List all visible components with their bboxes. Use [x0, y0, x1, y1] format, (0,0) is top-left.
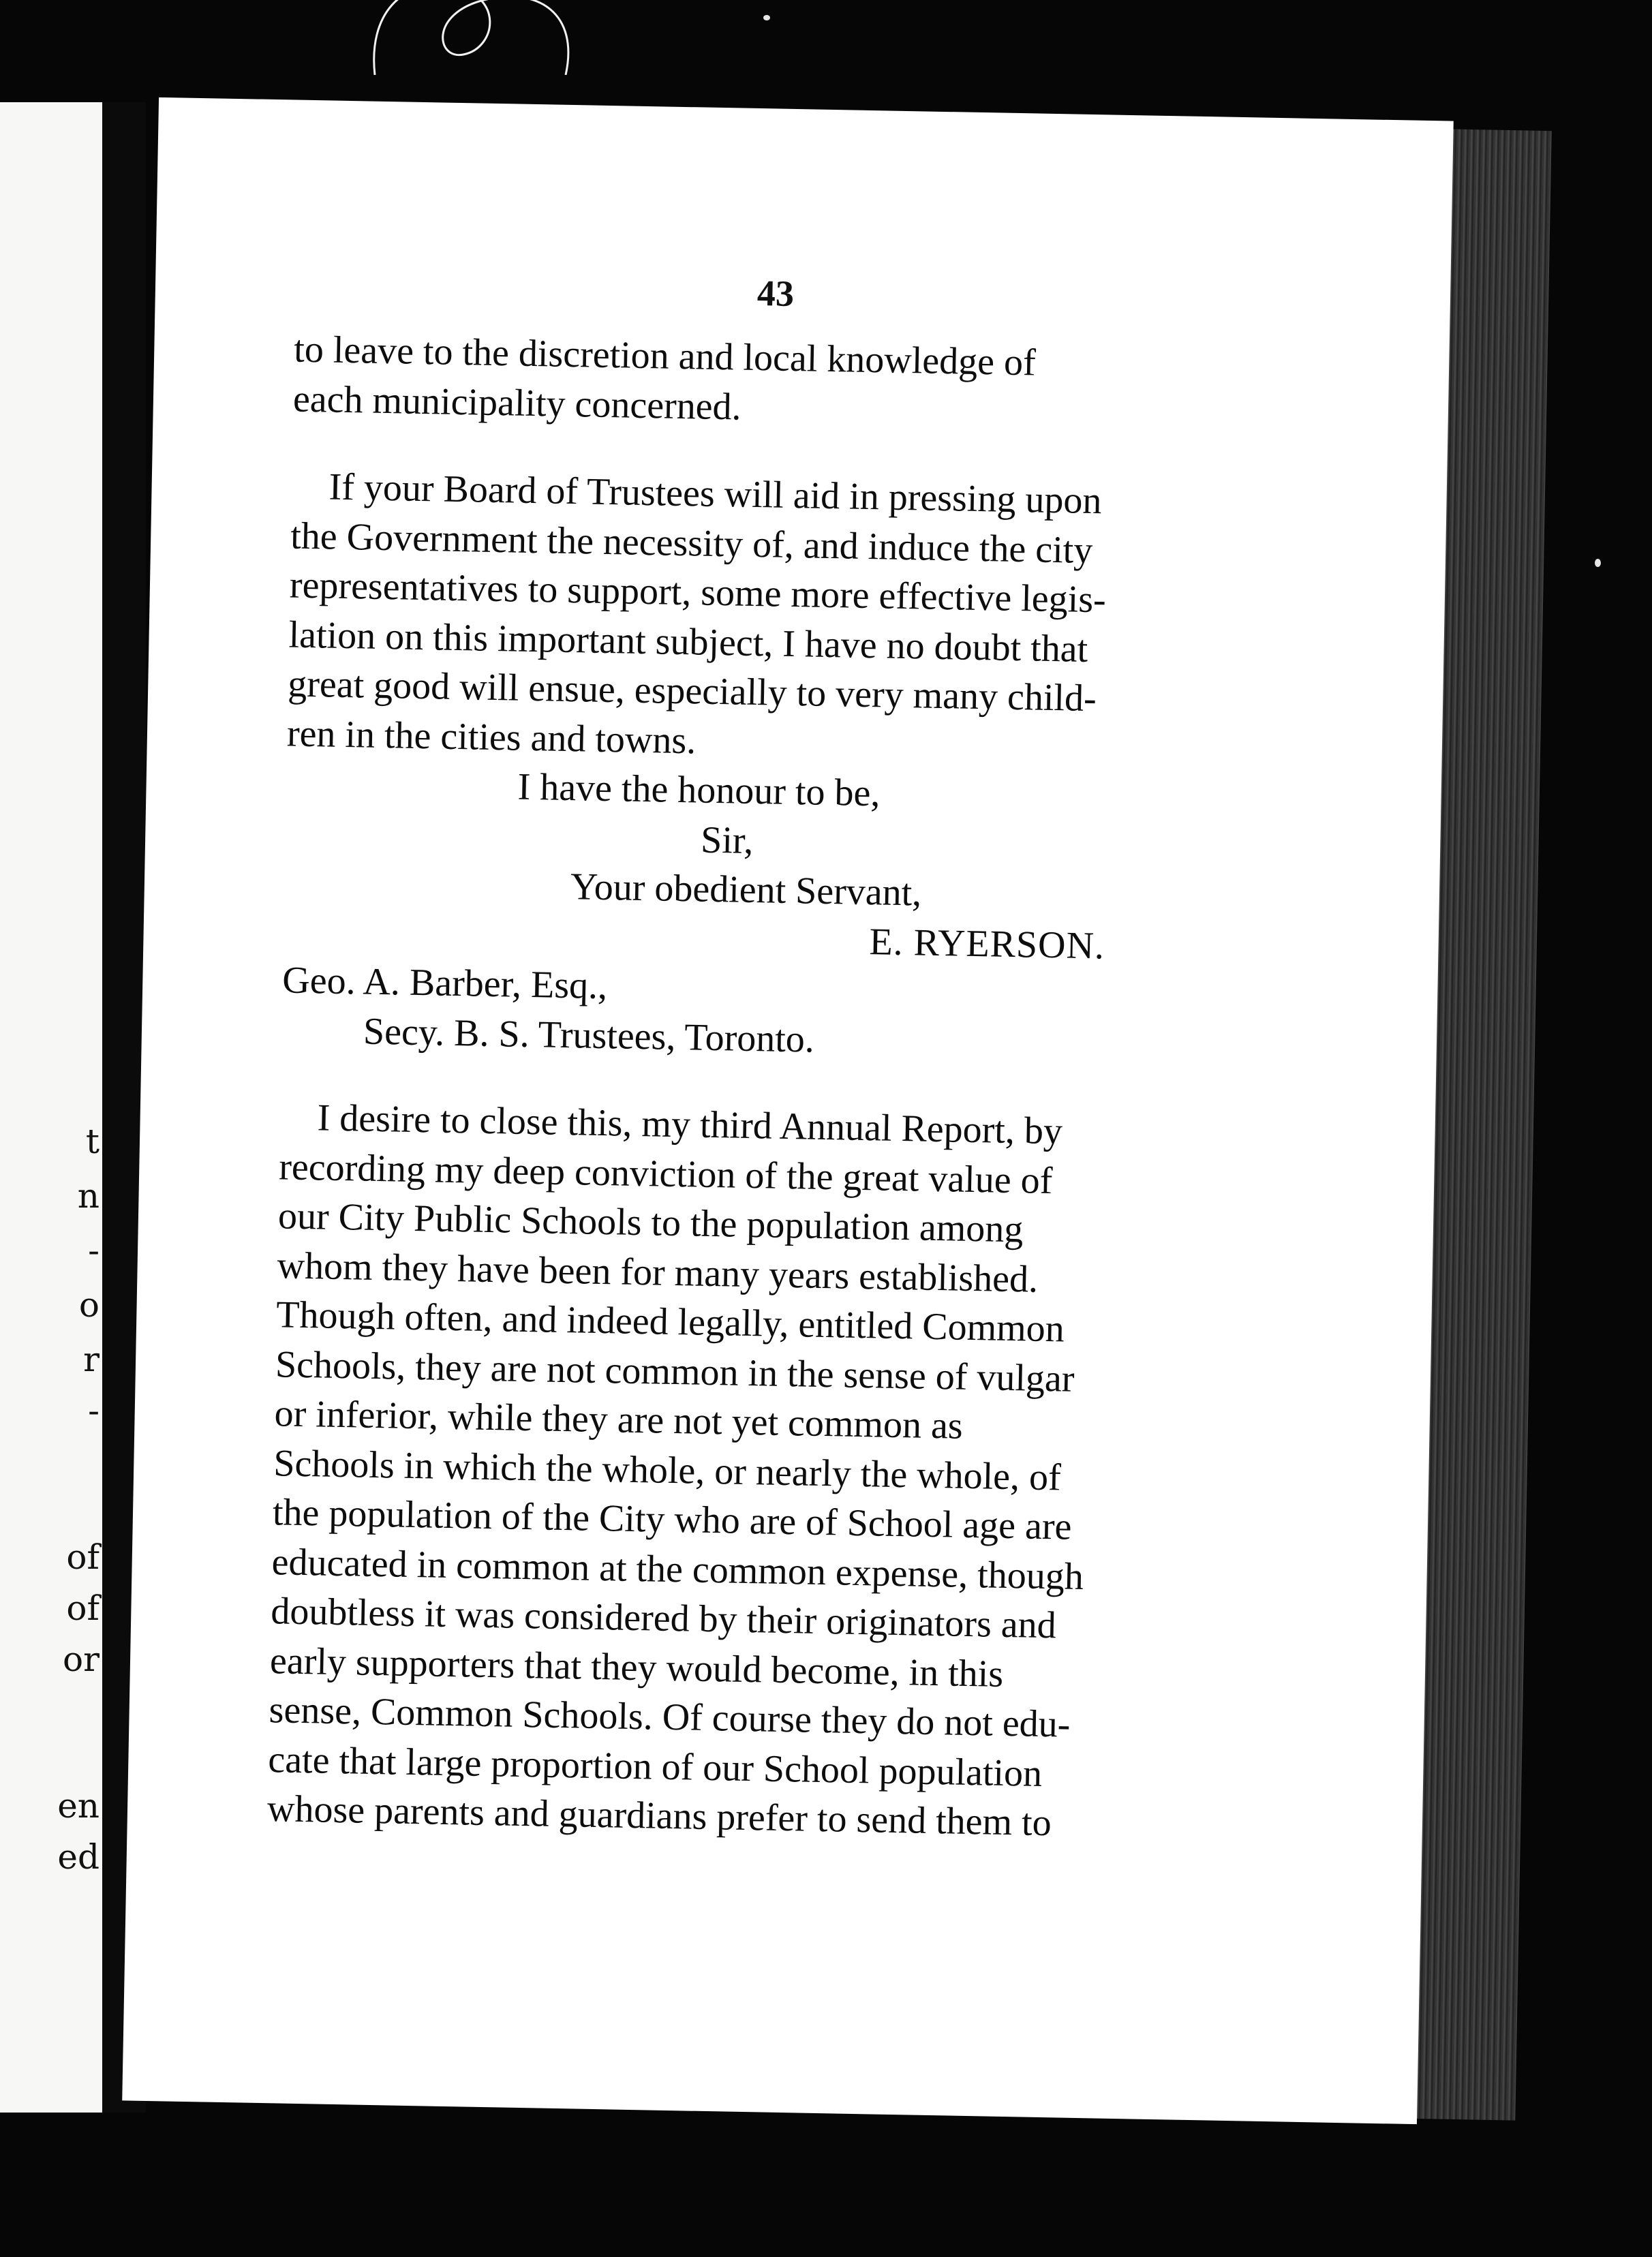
text-line: whose parents and guardians prefer to send them to: [266, 1787, 1052, 1845]
text-line: or inferior, while they are not yet common as: [274, 1392, 964, 1447]
text-line: lation on this important subject, I have no doubt that: [288, 613, 1088, 671]
dust-speck: [763, 15, 770, 20]
text-line: representatives to support, some more effective legis-: [289, 564, 1107, 621]
text-line: the Government the necessity of, and induce the city: [290, 514, 1093, 572]
text-line: recording my deep conviction of the great value of: [278, 1145, 1053, 1202]
text-line: whom they have been for many years established.: [277, 1244, 1039, 1301]
text-line: sense, Common Schools. Of course they do not edu-: [269, 1689, 1071, 1746]
paragraph-3: [266, 1092, 1187, 1850]
signature: E. RYERSON.: [869, 920, 1105, 967]
left-page-fragment: n: [77, 1176, 100, 1216]
left-page-fragment: -: [88, 1231, 100, 1270]
text-line: Schools, they are not common in the sense of vulgar: [275, 1342, 1075, 1400]
text-line: ren in the cities and towns.: [286, 711, 697, 762]
text-line: If your Board of Trustees will aid in pressing upon: [328, 465, 1102, 523]
left-page-fragment: en: [57, 1786, 100, 1826]
text-line: Schools in which the whole, or nearly the whole, of: [273, 1441, 1062, 1499]
left-page-fragment: ed: [57, 1837, 100, 1877]
right-page: [122, 97, 1454, 2124]
left-page-fragment: or: [62, 1640, 100, 1679]
left-page-fragment: of: [66, 1537, 100, 1577]
addressee-line-2: Secy. B. S. Trustees, Toronto.: [363, 1010, 815, 1061]
left-page-fragment: of: [66, 1588, 100, 1628]
text-line: great good will ensue, especially to very many child-: [287, 662, 1097, 720]
paragraph-2: [286, 462, 1198, 775]
text-line: our City Public Schools to the population among: [277, 1195, 1024, 1251]
addressee-line-1: Geo. A. Barber, Esq.,: [281, 959, 608, 1008]
left-page-fragment: o: [78, 1285, 100, 1325]
text-line: educated in common at the common expense, though: [271, 1540, 1084, 1598]
left-page-fragment: -: [88, 1391, 100, 1430]
closing-line-3: Your obedient Servant,: [570, 865, 922, 915]
dust-speck: [1595, 559, 1601, 567]
text-line: the population of the City who are of School age are: [272, 1491, 1073, 1548]
text-line: cate that large proportion of our School population: [267, 1738, 1043, 1795]
page-text: [266, 325, 1200, 1851]
closing-line-2: Sir,: [700, 818, 754, 862]
text-line: Though often, and indeed legally, entitled Common: [275, 1293, 1065, 1351]
closing-line-1: I have the honour to be,: [517, 765, 881, 815]
paragraph-1: [292, 325, 1200, 440]
left-page-fragment: t: [85, 1122, 100, 1161]
text-line: to leave to the discretion and local knowledge of: [293, 328, 1037, 384]
text-line: early supporters that they would become, in this: [269, 1639, 1004, 1695]
text-line: doubtless it was considered by their originators and: [270, 1590, 1057, 1647]
text-line: each municipality concerned.: [292, 378, 742, 429]
page-number: 43: [756, 272, 795, 314]
text-line: I desire to close this, my third Annual Report, by: [317, 1096, 1063, 1153]
string-loop: [361, 0, 593, 75]
left-page-fragment: r: [83, 1340, 100, 1379]
left-page: [0, 102, 102, 2113]
